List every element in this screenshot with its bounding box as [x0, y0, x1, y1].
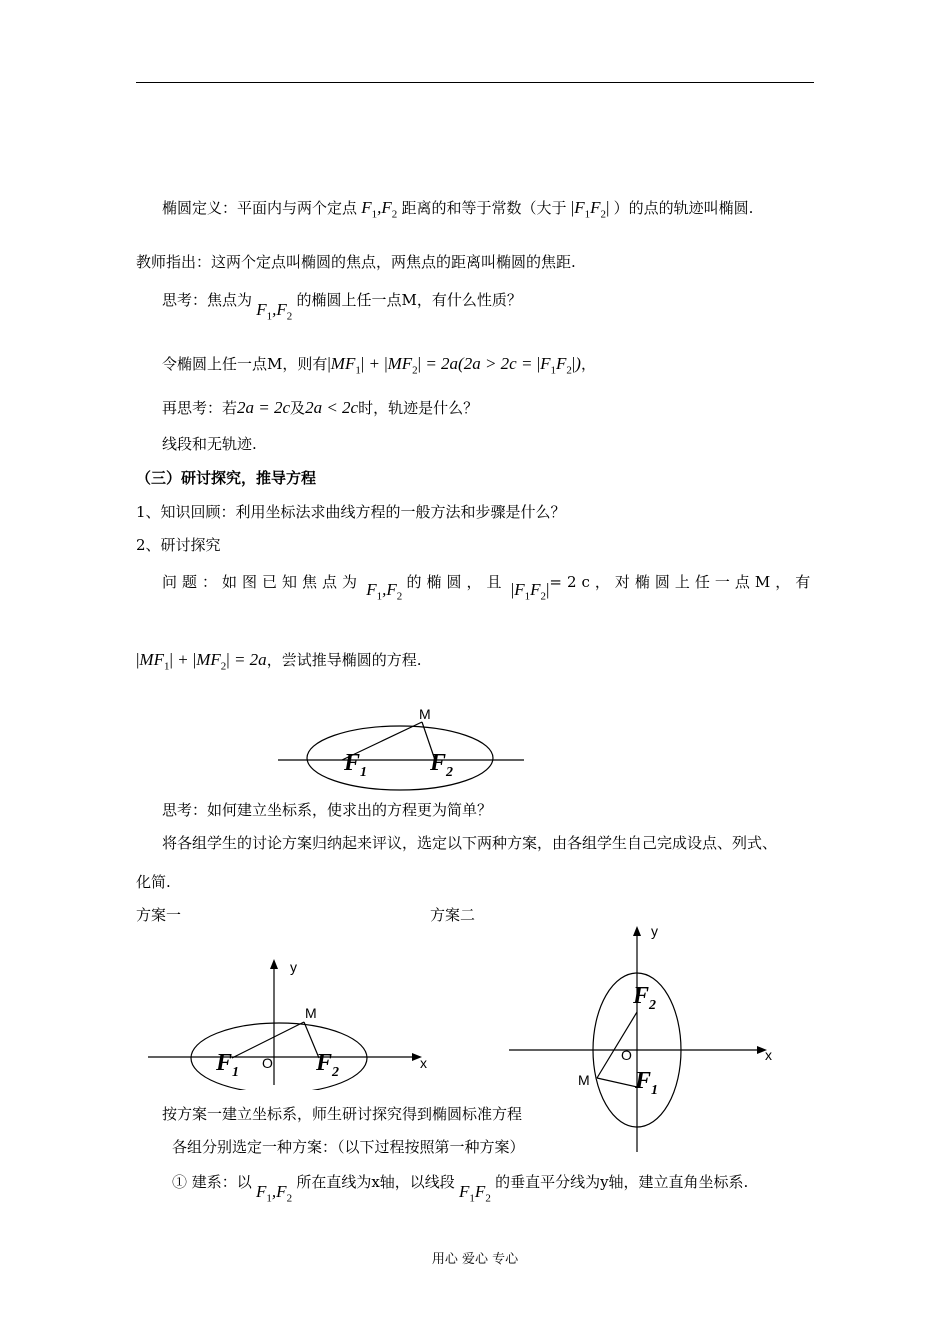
fig1-f1: $F_1$ [344, 750, 368, 780]
groups-note: 各组分别选定一种方案：（以下过程按照第一种方案） [172, 1138, 525, 1156]
rethink-text-c: 时，轨迹是什么？ [358, 399, 479, 417]
scheme-one-f1: $F_1$ [216, 1050, 240, 1080]
rethink-text-a: 再思考：若 [162, 399, 238, 417]
ellipse-figure-1 [270, 700, 530, 795]
discussion-line-a: 将各组学生的讨论方案归纳起来评议，选定以下两种方案，由各组学生自己完成设点、列式、 [162, 834, 778, 852]
discussion-line-b: 化简. [136, 873, 171, 891]
scheme-one-x-label: x [420, 1055, 427, 1071]
scheme-two-f2: $F_2$ [633, 983, 657, 1013]
problem-text-c: =2c，对椭圆上任一点M，有 [549, 573, 816, 591]
scheme-one-note: 按方案一建立坐标系，师生研讨探究得到椭圆标准方程 [162, 1105, 523, 1123]
explore-line: 2、研讨探究 [136, 536, 221, 554]
foci-math: $F_1,F_2$ [252, 300, 293, 323]
think-text-a: 思考：焦点为 [162, 291, 253, 309]
step-one-text-b: 所在直线为x轴，以线段 [296, 1173, 455, 1191]
f1f2-math: $F_1,F_2$ [357, 198, 398, 221]
property-text-a: 令椭圆上任一点M，则有 [162, 355, 328, 373]
scheme-two-label: 方案二 [430, 906, 476, 924]
section-heading: （三）研讨探究，推导方程 [136, 469, 317, 487]
fig1-point-m: M [419, 706, 431, 722]
sum-equation: $|MF_1| + |MF_2| = 2a(2a > 2c = |F_1F_2|)$ [327, 354, 581, 377]
ineq-2a-2c: 2a < 2c [305, 398, 359, 417]
coord-question: 思考：如何建立坐标系，使求出的方程更为简单？ [162, 801, 493, 819]
scheme-one-point-m: M [305, 1005, 317, 1021]
eq-2a-2c: 2a = 2c [237, 398, 291, 417]
problem-line [162, 572, 816, 603]
step-one-segment: $F_1F_2$ [454, 1182, 491, 1205]
scheme-two-point-m: M [578, 1072, 590, 1088]
scheme-one-figure [140, 950, 440, 1090]
scheme-two-f1: $F_1$ [635, 1068, 659, 1098]
step-one-foci: $F_1,F_2$ [251, 1182, 293, 1205]
problem-abs: $|F_1F_2|$ [510, 580, 550, 603]
problem-text-b: 的椭圆，且 [406, 573, 507, 591]
think-text-b: 的椭圆上任一点M，有什么性质？ [296, 291, 522, 309]
header-rule [136, 82, 814, 83]
definition-text-c: ）的点的轨迹叫椭圆. [613, 199, 754, 217]
think-line-1 [162, 290, 522, 323]
definition-line [162, 198, 753, 224]
definition-text-b: 距离的和等于常数（大于 [401, 199, 567, 217]
sum-2a-math: $|MF_1| + |MF_2| = 2a$ [136, 650, 267, 673]
review-line: 1、知识回顾：利用坐标法求曲线方程的一般方法和步骤是什么？ [136, 503, 566, 521]
scheme-one-origin: O [262, 1055, 273, 1071]
problem-text-a: 问题：如图已知焦点为 [162, 573, 363, 591]
step-one-line [172, 1172, 749, 1205]
rethink-text-b: 及 [290, 399, 306, 417]
scheme-two-y-label: y [651, 923, 658, 939]
problem-text-d: ，尝试推导椭圆的方程. [266, 651, 422, 669]
problem-line-2 [136, 650, 421, 676]
scheme-one-y-label: y [290, 959, 297, 975]
step-one-text-c: 的垂直平分线为y轴，建立直角坐标系. [495, 1173, 749, 1191]
teacher-note: 教师指出：这两个定点叫椭圆的焦点，两焦点的距离叫椭圆的焦距. [136, 253, 576, 271]
scheme-two-x-label: x [765, 1047, 772, 1063]
abs-f1f2-math: $|F_1F_2|$ [570, 198, 610, 221]
scheme-one-f2: $F_2$ [316, 1050, 340, 1080]
rethink-line [162, 398, 478, 418]
scheme-one-label: 方案一 [136, 906, 182, 924]
fig1-f2: $F_2$ [430, 750, 454, 780]
scheme-two-figure [505, 920, 785, 1160]
property-text-b: ， [580, 355, 596, 373]
problem-foci: $F_1,F_2$ [362, 580, 403, 603]
page-footer: 用心 爱心 专心 [431, 1252, 519, 1267]
step-one-text-a: ① 建系：以 [172, 1173, 252, 1191]
property-line [162, 354, 596, 380]
definition-text-a: 椭圆定义：平面内与两个定点 [162, 199, 358, 217]
answer-line: 线段和无轨迹. [162, 435, 257, 453]
scheme-two-origin: O [621, 1047, 632, 1063]
